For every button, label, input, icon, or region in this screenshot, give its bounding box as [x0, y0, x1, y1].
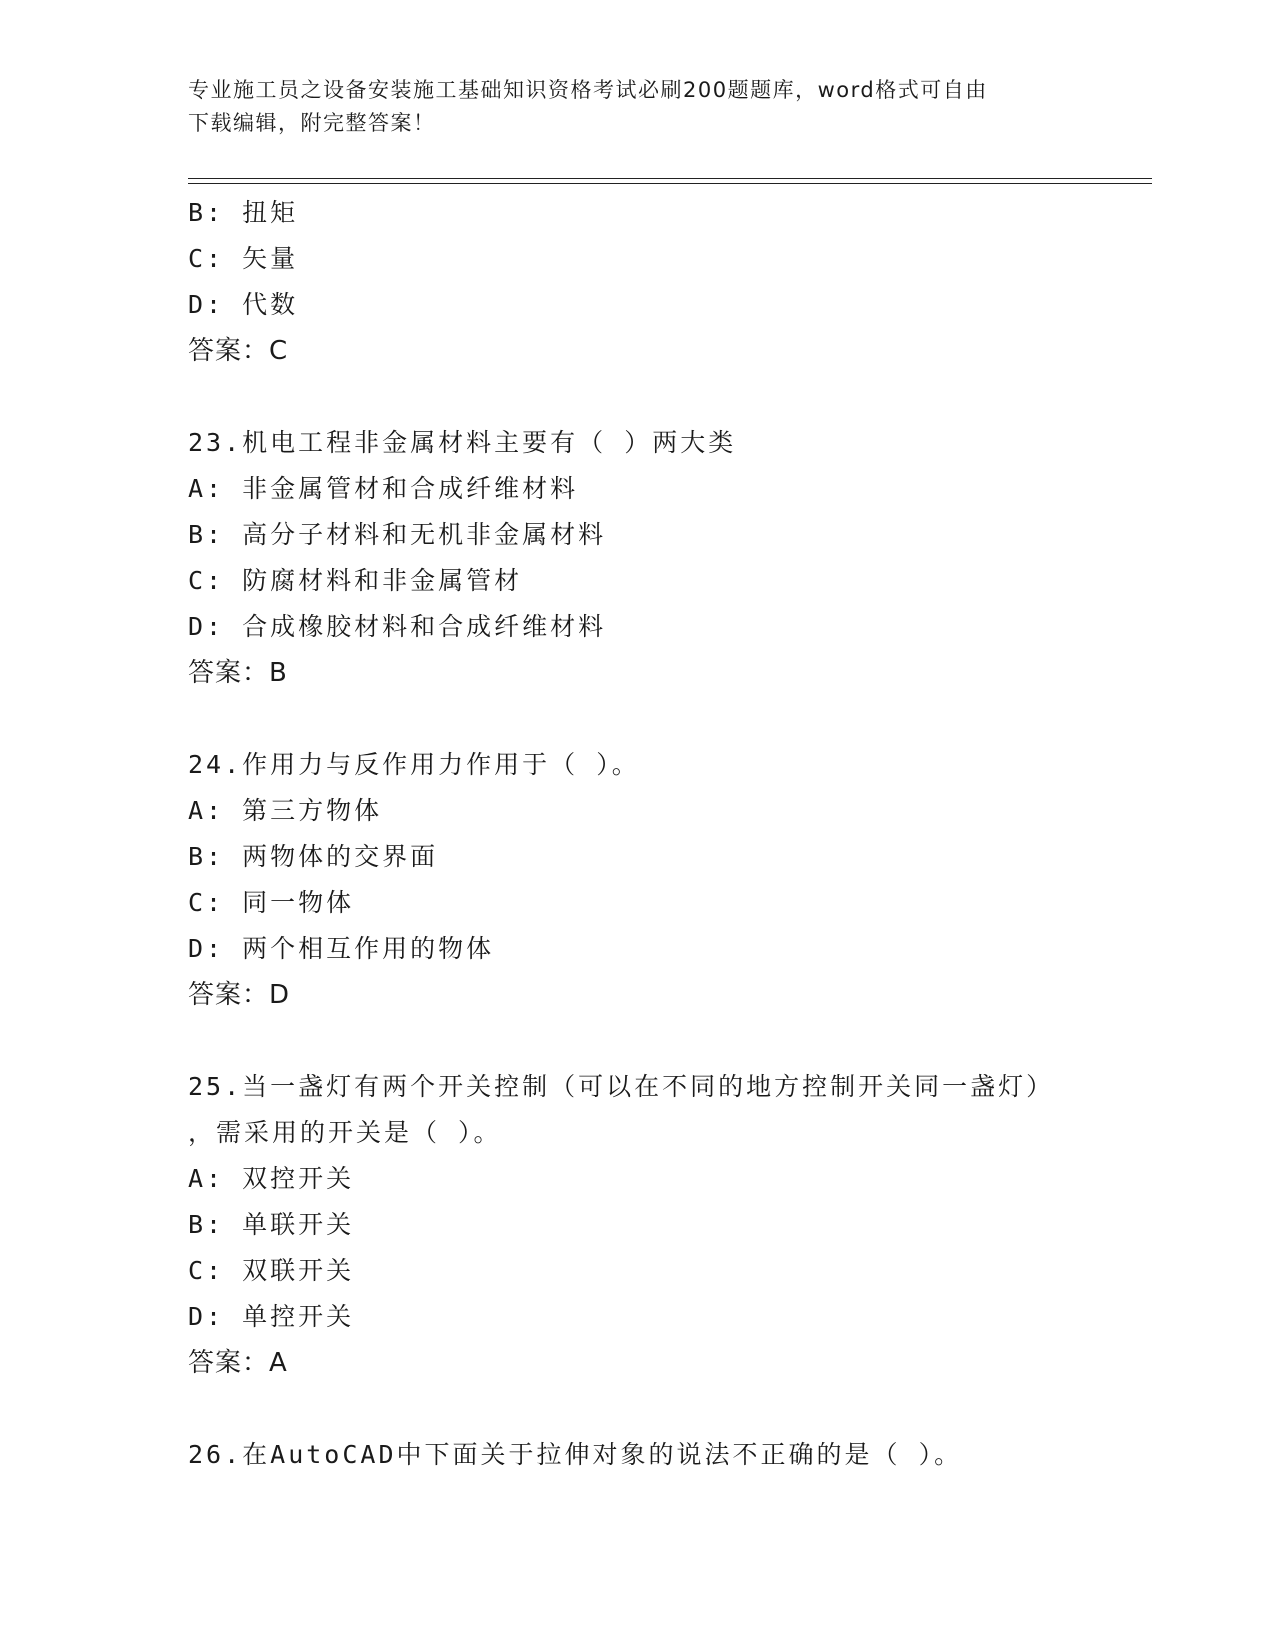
spacer — [188, 1386, 1088, 1432]
header-title-line-2: 下载编辑，附完整答案！ — [188, 111, 436, 135]
question-list — [188, 190, 1088, 1478]
q23-question: 23.机电工程非金属材料主要有（ ）两大类 — [188, 428, 737, 457]
spacer — [188, 1018, 1088, 1064]
header-divider-bottom — [188, 183, 1152, 184]
q24-question: 24.作用力与反作用力作用于（ ）。 — [188, 750, 640, 779]
q24-option-c: C: 同一物体 — [188, 888, 355, 917]
header-divider-top — [188, 178, 1152, 179]
question-26 — [188, 1432, 1088, 1478]
q25-option-d: D: 单控开关 — [188, 1302, 355, 1331]
q24-option-a: A: 第三方物体 — [188, 796, 383, 825]
question-22-continued — [188, 190, 1088, 374]
q25-option-b: B: 单联开关 — [188, 1210, 355, 1239]
q23-option-b: B: 高分子材料和无机非金属材料 — [188, 520, 607, 549]
q22-answer: 答案：C — [188, 336, 289, 366]
q23-option-c: C: 防腐材料和非金属管材 — [188, 566, 523, 595]
q25-option-c: C: 双联开关 — [188, 1256, 355, 1285]
q25-question-line-2: ，需采用的开关是（ ）。 — [188, 1118, 502, 1147]
q24-option-b: B: 两物体的交界面 — [188, 842, 439, 871]
q23-option-a: A: 非金属管材和合成纤维材料 — [188, 474, 579, 503]
q24-answer: 答案：D — [188, 980, 291, 1010]
question-25 — [188, 1064, 1088, 1386]
q22-option-b: B: 扭矩 — [188, 198, 299, 227]
question-23 — [188, 420, 1088, 696]
question-24 — [188, 742, 1088, 1018]
q23-answer: 答案：B — [188, 658, 288, 688]
q26-question: 26.在AutoCAD中下面关于拉伸对象的说法不正确的是（ ）。 — [188, 1440, 963, 1469]
q25-question-line-1: 25.当一盏灯有两个开关控制（可以在不同的地方控制开关同一盏灯） — [188, 1072, 1055, 1101]
q22-option-d: D: 代数 — [188, 290, 299, 319]
q23-option-d: D: 合成橡胶材料和合成纤维材料 — [188, 612, 607, 641]
q25-answer: 答案：A — [188, 1348, 288, 1378]
q25-option-a: A: 双控开关 — [188, 1164, 355, 1193]
q24-option-d: D: 两个相互作用的物体 — [188, 934, 495, 963]
document-header — [188, 74, 1068, 140]
spacer — [188, 696, 1088, 742]
q22-option-c: C: 矢量 — [188, 244, 299, 273]
header-title-line-1: 专业施工员之设备安装施工基础知识资格考试必刷200题题库，word格式可自由 — [188, 78, 988, 102]
spacer — [188, 374, 1088, 420]
